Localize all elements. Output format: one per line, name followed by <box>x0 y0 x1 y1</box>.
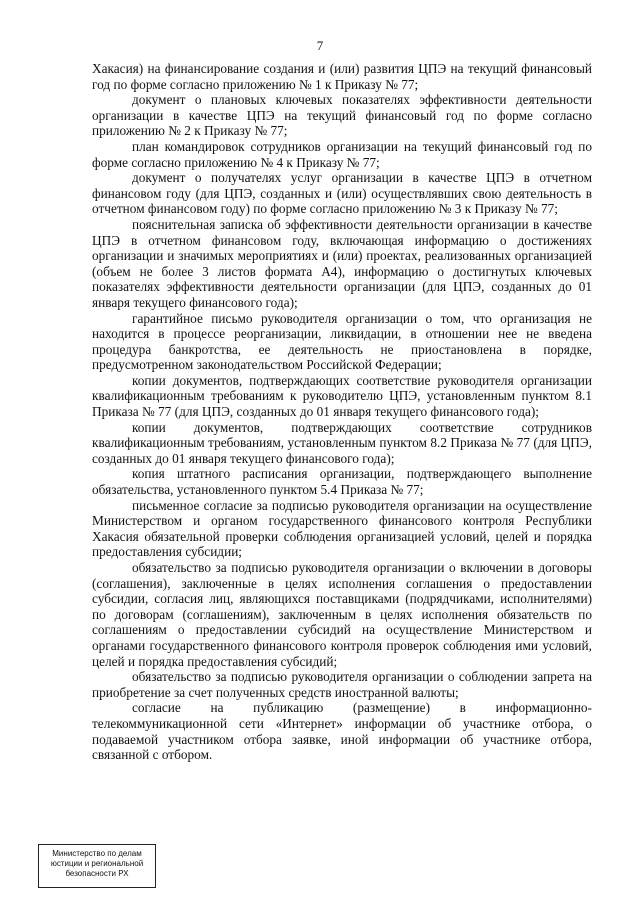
document-body <box>92 61 592 763</box>
stamp-line: Министерство по делам <box>52 849 142 858</box>
ministry-stamp <box>38 844 156 888</box>
paragraph-staff-schedule: копия штатного расписания организации, подтверждающего выполнение обязательства, установленного пунктом 5.4 Приказа № 77; <box>92 466 592 498</box>
paragraph-currency-ban: обязательство за подписью руководителя организации о соблюдении запрета на приобретение за счет полученных средств иностранной валюты; <box>92 669 592 700</box>
paragraph-guarantee-letter: гарантийное письмо руководителя организации о том, что организация не находится в процессе реорганизации, ликвидации, в отношении нее не введена процедура банкротства, ее деятельность не приостановлена в порядке, предусмотренном законодательством Российской Федерации; <box>92 310 592 373</box>
paragraph-contracts-obligation: обязательство за подписью руководителя организации о включении в договоры (соглашения), заключенные в целях исполнения соглашения о предоставлении субсидии, согласия лиц, являющихся поставщиками (подрядчиками, исполнителями) по договорам (соглашениям), заключенным в целях исполнения обязательств по соглашениям о предоставлении субсидий на осуществление Министерством и органами государственного финансового контроля проверок соблюдения ими условий, целей и порядка предоставления субсидий; <box>92 560 592 669</box>
paragraph-inspection-consent: письменное согласие за подписью руководителя организации на осуществление Министерством и органом государственного финансового контроля Республики Хакасия обязательной проверки соблюдения организацией условий, целей и порядка предоставления субсидии; <box>92 497 592 560</box>
paragraph-manager-qualification: копии документов, подтверждающих соответствие руководителя организации квалификационным требованиям к руководителю ЦПЭ, установленным пунктом 8.1 Приказа № 77 (для ЦПЭ, созданных до 01 января текущего финансового года); <box>92 372 592 420</box>
paragraph-continuation: Хакасия) на финансирование создания и (или) развития ЦПЭ на текущий финансовый год по форме согласно приложению № 1 к Приказу № 77; <box>92 61 592 92</box>
page-number: 7 <box>316 38 324 53</box>
stamp-line: юстиции и региональной <box>50 859 144 868</box>
paragraph-explanatory-note: пояснительная записка об эффективности деятельности организации в качестве ЦПЭ в отчетном финансовом году, включающая информацию о достижениях организации и значимых мероприятиях и (или) проектах, реализованных организацией (объем не более 3 листов формата А4), информацию о достигнутых ключевых показателях эффективности деятельности организации (для ЦПЭ, созданных до 01 января текущего финансового года); <box>92 216 592 310</box>
stamp-line: безопасности РХ <box>65 869 129 878</box>
paragraph-staff-qualification: копии документов, подтверждающих соответствие сотрудников квалификационным требованиям, установленным пунктом 8.2 Приказа № 77 (для ЦПЭ, созданных до 01 января текущего финансового года); <box>92 419 592 466</box>
paragraph-service-recipients: документ о получателях услуг организации в качестве ЦПЭ в отчетном финансовом году (для ЦПЭ, созданных и (или) осуществлявших свою деятельность в отчетном финансовом году) по форме согласно приложению № 3 к Приказу № 77; <box>92 170 592 217</box>
paragraph-business-trips: план командировок сотрудников организации на текущий финансовый год по форме согласно приложению № 4 к Приказу № 77; <box>92 138 592 170</box>
paragraph-kpi-plan: документ о плановых ключевых показателях эффективности деятельности организации в качестве ЦПЭ на текущий финансовый год по форме согласно приложению № 2 к Приказу № 77; <box>92 92 592 139</box>
paragraph-publication-consent: согласие на публикацию (размещение) в информационно-телекоммуникационной сети «Интернет» информации об участнике отбора, о подаваемой участником отбора заявке, иной информации об участнике отбора, связанной с отбором. <box>92 700 592 763</box>
